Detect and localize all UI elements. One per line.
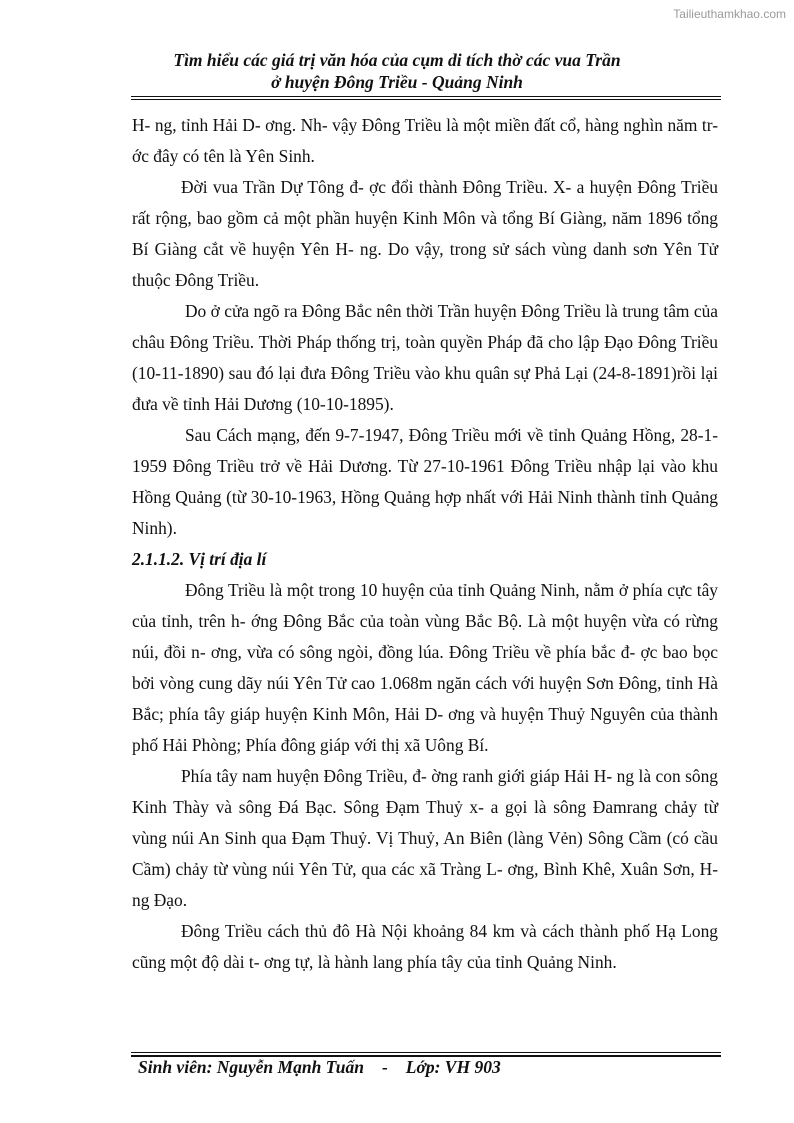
footer-divider-thin (131, 1052, 721, 1053)
footer-student: Sinh viên: Nguyễn Mạnh Tuấn (138, 1057, 364, 1077)
paragraph-7: Đông Triều cách thủ đô Hà Nội khoảng 84 km và cách thành phố Hạ Long cũng một độ dài t- ơng tự, là hành lang phía tây của tỉnh Quảng Ninh. (132, 921, 718, 972)
paragraph-3: Do ở cửa ngõ ra Đông Bắc nên thời Trần huyện Đông Triều là trung tâm của châu Đông Triều. Thời Pháp thống trị, toàn quyền Pháp đã cho lập Đạo Đông Triều (10-11-1890) sau đó lại đưa Đông Triều vào khu quân sự Phả Lại (24-8-1891)rồi lại đưa về tỉnh Hải Dương (10-10-1895). (132, 301, 718, 414)
header-divider-thin (131, 99, 721, 100)
header-title-line-2: ở huyện Đông Triều - Quảng Ninh (271, 72, 523, 92)
header-title-line-1: Tìm hiểu các giá trị văn hóa của cụm di tích thờ các vua Trần (173, 50, 621, 70)
page-footer (138, 1057, 501, 1078)
footer-class: Lớp: VH 903 (405, 1057, 501, 1077)
paragraph-2: Đời vua Trần Dự Tông đ- ợc đổi thành Đông Triều. X- a huyện Đông Triều rất rộng, bao gồm cả một phần huyện Kinh Môn và tổng Bí Giàng, năm 1896 tổng Bí Giàng cắt về huyện Yên H- ng. Do vậy, trong sử sách vùng danh sơn Yên Tử thuộc Đông Triều. (132, 177, 718, 290)
footer-separator: - (381, 1057, 388, 1077)
paragraph-4: Sau Cách mạng, đến 9-7-1947, Đông Triều mới về tỉnh Quảng Hồng, 28-1-1959 Đông Triều trở về Hải Dương. Từ 27-10-1961 Đông Triều nhập lại vào khu Hồng Quảng (từ 30-10-1963, Hồng Quảng hợp nhất với Hải Ninh thành tỉnh Quảng Ninh). (132, 425, 718, 538)
paragraph-5: Đông Triều là một trong 10 huyện của tỉnh Quảng Ninh, nằm ở phía cực tây của tỉnh, trên h- ớng Đông Bắc của toàn vùng Bắc Bộ. Là một huyện vừa có rừng núi, đồi n- ơng, vừa có sông ngòi, đồng lúa. Đông Triều về phía bắc đ- ợc bao bọc bởi vòng cung dãy núi Yên Tử cao 1.068m ngăn cách với huyện Sơn Đông, tỉnh Hà Bắc; phía tây giáp huyện Kinh Môn, Hải D- ơng và huyện Thuỷ Nguyên của thành phố Hải Phòng; Phía đông giáp với thị xã Uông Bí. (132, 580, 718, 755)
paragraph-1: H- ng, tỉnh Hải D- ơng. Nh- vậy Đông Triều là một miền đất cổ, hàng nghìn năm tr- ớc đây có tên là Yên Sinh. (132, 115, 718, 166)
header-divider (131, 96, 721, 97)
page-header (0, 49, 794, 93)
section-heading: 2.1.1.2. Vị trí địa lí (132, 549, 267, 569)
document-body (132, 110, 718, 978)
paragraph-6: Phía tây nam huyện Đông Triều, đ- ờng ranh giới giáp Hải H- ng là con sông Kinh Thày và sông Đá Bạc. Sông Đạm Thuỷ x- a gọi là sông Đamrang chảy từ vùng núi An Sinh qua Đạm Thuỷ. Vị Thuỷ, An Biên (làng Vẻn) Sông Cầm (có cầu Cầm) chảy từ vùng núi Yên Tử, qua các xã Tràng L- ơng, Bình Khê, Xuân Sơn, H- ng Đạo. (132, 766, 718, 910)
watermark: Tailieuthamkhao.com (673, 7, 786, 21)
